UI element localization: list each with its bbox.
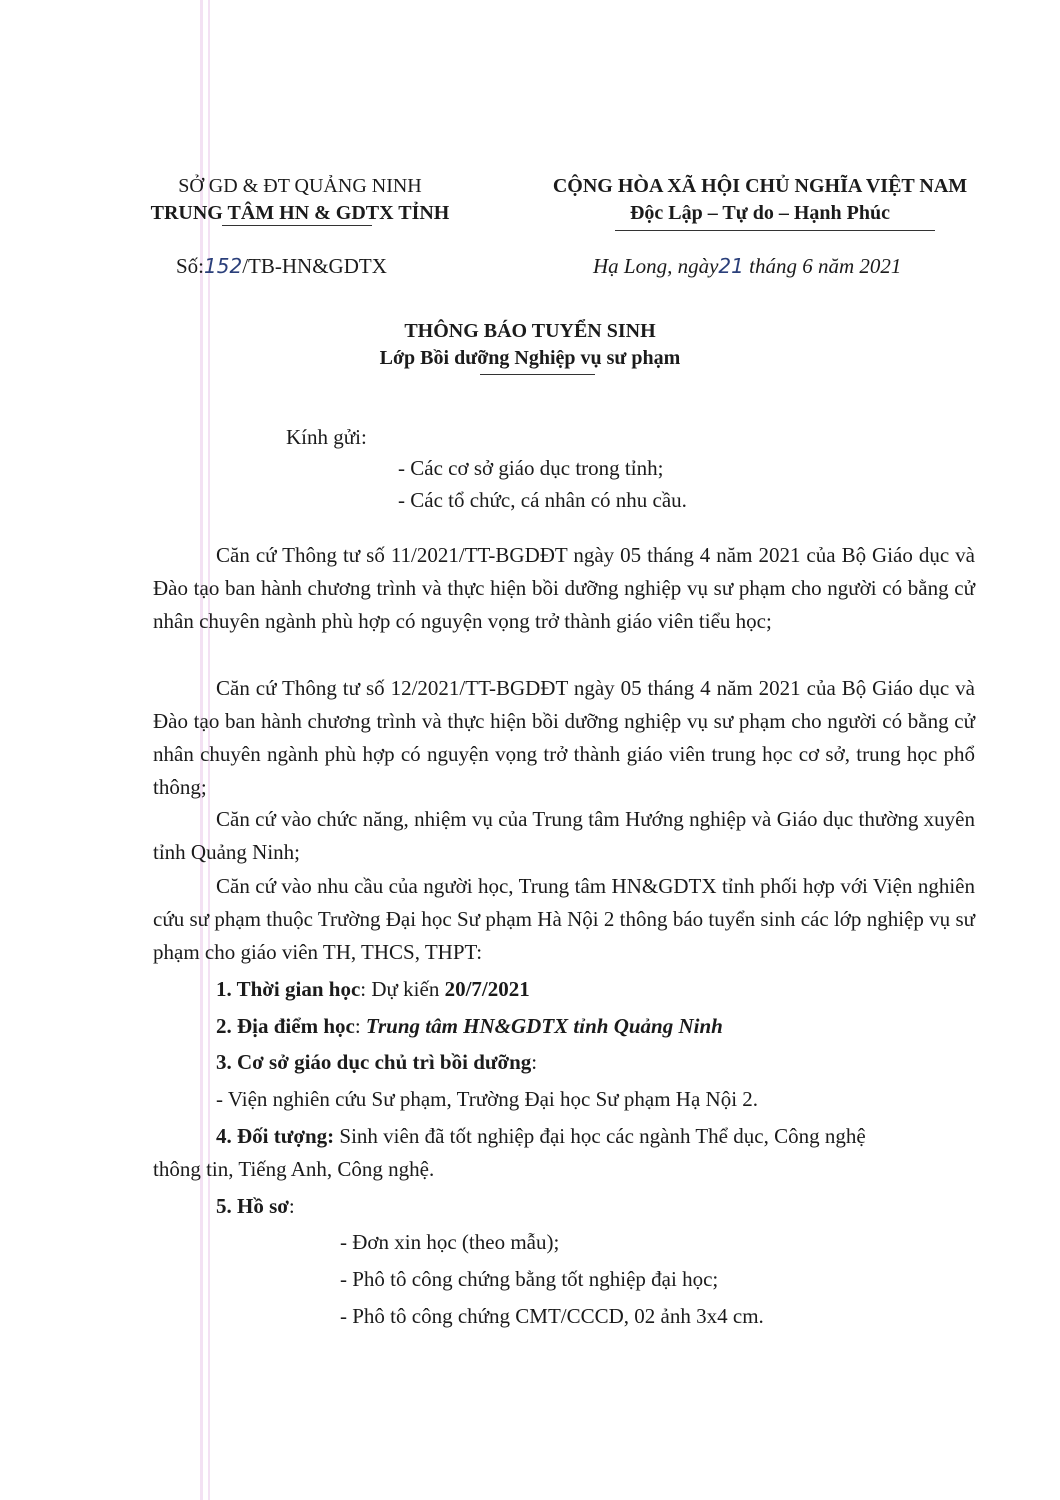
greeting: Kính gửi: (286, 425, 367, 449)
docs-list-item: - Phô tô công chứng bằng tốt nghiệp đại học; (340, 1267, 719, 1291)
legal-basis-paragraph: Căn cứ vào chức năng, nhiệm vụ của Trung tâm Hướng nghiệp và Giáo dục thường xuyên tỉnh Quảng Ninh; (153, 807, 975, 864)
legal-basis-paragraph: Căn cứ Thông tư số 12/2021/TT-BGDĐT ngày 05 tháng 4 năm 2021 của Bộ Giáo dục và Đào tạo ban hành chương trình và thực hiện bồi dưỡng nghiệp vụ sư phạm cho người có bằng cử nhân chuyên ngành phù hợp có nguyện vọng trở thành giáo viên trung học cơ sở, trung học phổ thông; (153, 676, 975, 799)
subtitle-underline (480, 374, 595, 375)
motto-underline (615, 230, 935, 231)
item-host: 3. Cơ sở giáo dục chủ trì bồi dưỡng: (216, 1050, 538, 1074)
national-motto: Độc Lập – Tự do – Hạnh Phúc (629, 202, 891, 224)
docs-list-item: - Phô tô công chứng CMT/CCCD, 02 ảnh 3x4 cm. (340, 1304, 764, 1328)
item-docs: 5. Hồ sơ: (216, 1194, 295, 1218)
notice-title: THÔNG BÁO TUYỂN SINH (404, 320, 656, 342)
legal-basis-paragraph: Căn cứ vào nhu cầu của người học, Trung tâm HN&GDTX tỉnh phối hợp với Viện nghiên cứu sư phạm thuộc Trường Đại học Sư phạm Hà Nội 2 thông báo tuyển sinh các lớp nghiệp vụ sư phạm cho giáo viên TH, THCS, THPT: (153, 874, 975, 964)
docs-list-item: - Đơn xin học (theo mẫu); (340, 1230, 560, 1254)
legal-basis-paragraph: Căn cứ Thông tư số 11/2021/TT-BGDĐT ngày 05 tháng 4 năm 2021 của Bộ Giáo dục và Đào tạo ban hành chương trình và thực hiện bồi dưỡng nghiệp vụ sư phạm cho người có bằng cử nhân chuyên ngành phù hợp có nguyện vọng trở thành giáo viên tiểu học; (153, 543, 975, 633)
item-place: 2. Địa điểm học: Trung tâm HN&GDTX tỉnh Quảng Ninh (216, 1014, 723, 1038)
item-host-value: - Viện nghiên cứu Sư phạm, Trường Đại học Sư phạm Hạ Nội 2. (216, 1087, 759, 1111)
handwritten-day: 21 (718, 254, 744, 278)
document-number: Số:152/TB-HN&GDTX (176, 254, 387, 278)
center-name: TRUNG TÂM HN & GDTX TỈNH (150, 202, 450, 224)
handwritten-number: 152 (204, 254, 243, 278)
recipient-item: - Các tổ chức, cá nhân có nhu cầu. (398, 488, 687, 512)
item-target: 4. Đối tượng: Sinh viên đã tốt nghiệp đại học các ngành Thể dục, Công nghệ (216, 1124, 866, 1148)
item-time: 1. Thời gian học: Dự kiến 20/7/2021 (216, 977, 530, 1001)
center-name-underline (222, 225, 372, 226)
notice-subtitle: Lớp Bồi dưỡng Nghiệp vụ sư phạm (379, 347, 681, 369)
item-target-continued: thông tin, Tiếng Anh, Công nghệ. (153, 1157, 435, 1181)
national-title: CỘNG HÒA XÃ HỘI CHỦ NGHĨA VIỆT NAM (552, 175, 968, 197)
agency-name: SỞ GD & ĐT QUẢNG NINH (178, 175, 422, 197)
document-date: Hạ Long, ngày21 tháng 6 năm 2021 (593, 254, 902, 278)
recipient-item: - Các cơ sở giáo dục trong tỉnh; (398, 456, 664, 480)
